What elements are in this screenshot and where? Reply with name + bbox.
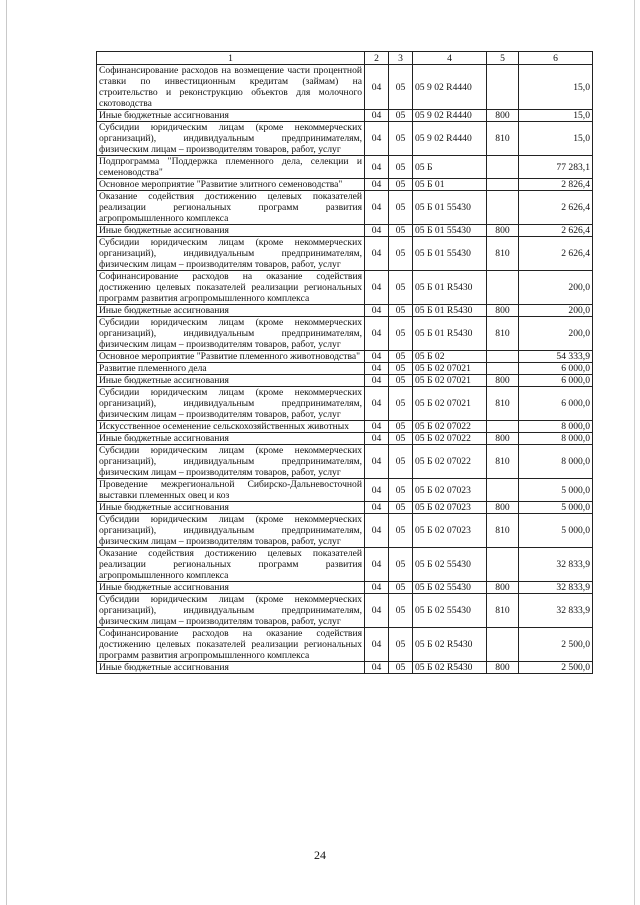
cell-amount: 6 000,0 xyxy=(519,363,593,375)
cell-target-article: 05 Б 02 55430 xyxy=(413,594,487,628)
cell-target-article: 05 Б 01 55430 xyxy=(413,225,487,237)
cell-subsection: 05 xyxy=(389,156,413,179)
table-row xyxy=(97,548,593,582)
cell-name: Субсидии юридическим лицам (кроме некоммерческих организаций), индивидуальным предпринимателям, физическим лицам – производителям товаров, работ, услуг xyxy=(97,445,365,479)
cell-subsection: 05 xyxy=(389,662,413,674)
cell-target-article: 05 Б 02 55430 xyxy=(413,582,487,594)
cell-target-article: 05 9 02 R4440 xyxy=(413,65,487,110)
cell-subsection: 05 xyxy=(389,387,413,421)
cell-name: Иные бюджетные ассигнования xyxy=(97,305,365,317)
cell-expense-type: 810 xyxy=(487,237,519,271)
cell-name: Иные бюджетные ассигнования xyxy=(97,433,365,445)
cell-amount: 5 000,0 xyxy=(519,502,593,514)
cell-name: Субсидии юридическим лицам (кроме некоммерческих организаций), индивидуальным предпринимателям, физическим лицам – производителям товаров, работ, услуг xyxy=(97,122,365,156)
cell-name: Субсидии юридическим лицам (кроме некоммерческих организаций), индивидуальным предпринимателям, физическим лицам – производителям товаров, работ, услуг xyxy=(97,237,365,271)
cell-amount: 6 000,0 xyxy=(519,375,593,387)
cell-subsection: 05 xyxy=(389,479,413,502)
cell-name: Основное мероприятие "Развитие племенного животноводства" xyxy=(97,351,365,363)
cell-section: 04 xyxy=(365,156,389,179)
cell-target-article: 05 Б 01 R5430 xyxy=(413,305,487,317)
table-row xyxy=(97,191,593,225)
cell-name: Иные бюджетные ассигнования xyxy=(97,225,365,237)
cell-name: Иные бюджетные ассигнования xyxy=(97,662,365,674)
cell-subsection: 05 xyxy=(389,351,413,363)
cell-expense-type: 800 xyxy=(487,305,519,317)
cell-subsection: 05 xyxy=(389,582,413,594)
cell-expense-type xyxy=(487,271,519,305)
cell-section: 04 xyxy=(365,363,389,375)
table-header-row xyxy=(97,52,593,65)
header-cell-4: 4 xyxy=(413,52,487,65)
cell-subsection: 05 xyxy=(389,363,413,375)
table-row xyxy=(97,375,593,387)
table-row xyxy=(97,110,593,122)
scan-edge-left xyxy=(6,0,7,905)
table-row xyxy=(97,122,593,156)
cell-name: Софинансирование расходов на оказание содействия достижению целевых показателей реализации региональных программ развития агропромышленного комплекса xyxy=(97,271,365,305)
cell-expense-type: 810 xyxy=(487,514,519,548)
header-cell-2: 2 xyxy=(365,52,389,65)
cell-amount: 5 000,0 xyxy=(519,479,593,502)
cell-target-article: 05 Б 02 07023 xyxy=(413,479,487,502)
cell-expense-type xyxy=(487,628,519,662)
cell-target-article: 05 Б 02 07023 xyxy=(413,514,487,548)
cell-section: 04 xyxy=(365,387,389,421)
cell-section: 04 xyxy=(365,122,389,156)
cell-subsection: 05 xyxy=(389,502,413,514)
cell-amount: 2 626,4 xyxy=(519,237,593,271)
cell-target-article: 05 Б 01 xyxy=(413,179,487,191)
cell-expense-type xyxy=(487,191,519,225)
table-row xyxy=(97,65,593,110)
cell-name: Софинансирование расходов на оказание содействия достижению целевых показателей реализации региональных программ развития агропромышленного комплекса xyxy=(97,628,365,662)
cell-subsection: 05 xyxy=(389,65,413,110)
cell-target-article: 05 Б xyxy=(413,156,487,179)
table-row xyxy=(97,421,593,433)
table-row xyxy=(97,351,593,363)
cell-target-article: 05 Б 02 07022 xyxy=(413,433,487,445)
table-row xyxy=(97,317,593,351)
cell-amount: 2 626,4 xyxy=(519,225,593,237)
cell-name: Иные бюджетные ассигнования xyxy=(97,502,365,514)
cell-section: 04 xyxy=(365,191,389,225)
cell-amount: 2 626,4 xyxy=(519,191,593,225)
cell-expense-type: 800 xyxy=(487,110,519,122)
cell-expense-type xyxy=(487,548,519,582)
cell-subsection: 05 xyxy=(389,110,413,122)
cell-subsection: 05 xyxy=(389,628,413,662)
cell-section: 04 xyxy=(365,421,389,433)
cell-subsection: 05 xyxy=(389,179,413,191)
table-row xyxy=(97,305,593,317)
header-cell-3: 3 xyxy=(389,52,413,65)
cell-target-article: 05 9 02 R4440 xyxy=(413,122,487,156)
cell-amount: 6 000,0 xyxy=(519,387,593,421)
cell-target-article: 05 Б 02 R5430 xyxy=(413,628,487,662)
cell-subsection: 05 xyxy=(389,191,413,225)
cell-expense-type: 810 xyxy=(487,317,519,351)
cell-target-article: 05 Б 02 R5430 xyxy=(413,662,487,674)
budget-table-body xyxy=(97,52,593,674)
cell-section: 04 xyxy=(365,305,389,317)
cell-expense-type: 800 xyxy=(487,582,519,594)
cell-target-article: 05 Б 01 R5430 xyxy=(413,317,487,351)
cell-expense-type xyxy=(487,179,519,191)
cell-target-article: 05 Б 02 07021 xyxy=(413,375,487,387)
cell-name: Развитие племенного дела xyxy=(97,363,365,375)
table-row xyxy=(97,514,593,548)
header-cell-5: 5 xyxy=(487,52,519,65)
cell-expense-type: 810 xyxy=(487,387,519,421)
cell-amount: 54 333,9 xyxy=(519,351,593,363)
cell-name: Проведение межрегиональной Сибирско-Дальневосточной выставки племенных овец и коз xyxy=(97,479,365,502)
cell-section: 04 xyxy=(365,375,389,387)
cell-expense-type xyxy=(487,156,519,179)
table-row xyxy=(97,179,593,191)
table-row xyxy=(97,387,593,421)
cell-name: Софинансирование расходов на возмещение части процентной ставки по инвестиционным кредитам (займам) на строительство и реконструкцию объектов для молочного скотоводства xyxy=(97,65,365,110)
cell-subsection: 05 xyxy=(389,237,413,271)
cell-expense-type: 800 xyxy=(487,662,519,674)
cell-expense-type: 800 xyxy=(487,225,519,237)
cell-target-article: 05 Б 02 07022 xyxy=(413,445,487,479)
cell-subsection: 05 xyxy=(389,594,413,628)
cell-section: 04 xyxy=(365,514,389,548)
cell-amount: 8 000,0 xyxy=(519,445,593,479)
cell-target-article: 05 Б 02 07023 xyxy=(413,502,487,514)
table-row xyxy=(97,156,593,179)
cell-name: Иные бюджетные ассигнования xyxy=(97,582,365,594)
cell-amount: 5 000,0 xyxy=(519,514,593,548)
cell-section: 04 xyxy=(365,433,389,445)
cell-target-article: 05 Б 02 07021 xyxy=(413,363,487,375)
cell-target-article: 05 9 02 R4440 xyxy=(413,110,487,122)
cell-section: 04 xyxy=(365,110,389,122)
cell-amount: 15,0 xyxy=(519,122,593,156)
table-row xyxy=(97,594,593,628)
budget-table xyxy=(96,51,593,674)
cell-expense-type xyxy=(487,363,519,375)
cell-section: 04 xyxy=(365,445,389,479)
cell-expense-type: 810 xyxy=(487,594,519,628)
scan-edge-right xyxy=(634,0,635,905)
cell-amount: 200,0 xyxy=(519,305,593,317)
cell-name: Субсидии юридическим лицам (кроме некоммерческих организаций), индивидуальным предпринимателям, физическим лицам – производителям товаров, работ, услуг xyxy=(97,317,365,351)
cell-name: Иные бюджетные ассигнования xyxy=(97,375,365,387)
cell-amount: 200,0 xyxy=(519,317,593,351)
cell-expense-type: 800 xyxy=(487,433,519,445)
cell-section: 04 xyxy=(365,179,389,191)
cell-amount: 8 000,0 xyxy=(519,421,593,433)
cell-target-article: 05 Б 02 xyxy=(413,351,487,363)
cell-amount: 77 283,1 xyxy=(519,156,593,179)
table-row xyxy=(97,433,593,445)
cell-amount: 15,0 xyxy=(519,65,593,110)
cell-expense-type xyxy=(487,479,519,502)
cell-expense-type: 800 xyxy=(487,502,519,514)
cell-section: 04 xyxy=(365,271,389,305)
cell-amount: 8 000,0 xyxy=(519,433,593,445)
cell-subsection: 05 xyxy=(389,317,413,351)
cell-expense-type: 810 xyxy=(487,445,519,479)
cell-section: 04 xyxy=(365,479,389,502)
cell-section: 04 xyxy=(365,317,389,351)
cell-amount: 2 500,0 xyxy=(519,628,593,662)
table-row xyxy=(97,237,593,271)
cell-amount: 2 826,4 xyxy=(519,179,593,191)
cell-name: Субсидии юридическим лицам (кроме некоммерческих организаций), индивидуальным предпринимателям, физическим лицам – производителям товаров, работ, услуг xyxy=(97,387,365,421)
cell-subsection: 05 xyxy=(389,445,413,479)
cell-target-article: 05 Б 02 55430 xyxy=(413,548,487,582)
cell-amount: 2 500,0 xyxy=(519,662,593,674)
cell-name: Субсидии юридическим лицам (кроме некоммерческих организаций), индивидуальным предпринимателям, физическим лицам – производителям товаров, работ, услуг xyxy=(97,594,365,628)
cell-name: Основное мероприятие "Развитие элитного семеноводства" xyxy=(97,179,365,191)
cell-expense-type xyxy=(487,351,519,363)
cell-name: Искусственное осеменение сельскохозяйственных животных xyxy=(97,421,365,433)
cell-expense-type xyxy=(487,421,519,433)
cell-amount: 15,0 xyxy=(519,110,593,122)
cell-target-article: 05 Б 01 55430 xyxy=(413,191,487,225)
cell-section: 04 xyxy=(365,594,389,628)
cell-name: Оказание содействия достижению целевых показателей реализации региональных программ развития агропромышленного комплекса xyxy=(97,191,365,225)
cell-name: Подпрограмма "Поддержка племенного дела, селекции и семеноводства" xyxy=(97,156,365,179)
cell-section: 04 xyxy=(365,628,389,662)
header-cell-1: 1 xyxy=(97,52,365,65)
table-row xyxy=(97,502,593,514)
cell-section: 04 xyxy=(365,502,389,514)
cell-expense-type: 810 xyxy=(487,122,519,156)
cell-subsection: 05 xyxy=(389,514,413,548)
cell-section: 04 xyxy=(365,225,389,237)
header-cell-6: 6 xyxy=(519,52,593,65)
cell-name: Оказание содействия достижению целевых показателей реализации региональных программ развития агропромышленного комплекса xyxy=(97,548,365,582)
cell-target-article: 05 Б 01 55430 xyxy=(413,237,487,271)
cell-subsection: 05 xyxy=(389,271,413,305)
cell-subsection: 05 xyxy=(389,548,413,582)
cell-section: 04 xyxy=(365,548,389,582)
table-row xyxy=(97,582,593,594)
table-row xyxy=(97,271,593,305)
cell-target-article: 05 Б 02 07021 xyxy=(413,387,487,421)
table-row xyxy=(97,479,593,502)
cell-name: Иные бюджетные ассигнования xyxy=(97,110,365,122)
cell-subsection: 05 xyxy=(389,421,413,433)
cell-amount: 32 833,9 xyxy=(519,594,593,628)
table-row xyxy=(97,628,593,662)
cell-amount: 32 833,9 xyxy=(519,582,593,594)
cell-subsection: 05 xyxy=(389,122,413,156)
cell-name: Субсидии юридическим лицам (кроме некоммерческих организаций), индивидуальным предпринимателям, физическим лицам – производителям товаров, работ, услуг xyxy=(97,514,365,548)
page-number: 24 xyxy=(314,848,326,862)
cell-subsection: 05 xyxy=(389,375,413,387)
cell-amount: 32 833,9 xyxy=(519,548,593,582)
table-row xyxy=(97,662,593,674)
cell-target-article: 05 Б 01 R5430 xyxy=(413,271,487,305)
cell-section: 04 xyxy=(365,237,389,271)
cell-expense-type xyxy=(487,65,519,110)
cell-section: 04 xyxy=(365,65,389,110)
cell-expense-type: 800 xyxy=(487,375,519,387)
cell-section: 04 xyxy=(365,582,389,594)
cell-section: 04 xyxy=(365,351,389,363)
table-row xyxy=(97,363,593,375)
cell-section: 04 xyxy=(365,662,389,674)
table-row xyxy=(97,225,593,237)
table-row xyxy=(97,445,593,479)
cell-subsection: 05 xyxy=(389,225,413,237)
cell-subsection: 05 xyxy=(389,305,413,317)
cell-amount: 200,0 xyxy=(519,271,593,305)
cell-subsection: 05 xyxy=(389,433,413,445)
cell-target-article: 05 Б 02 07022 xyxy=(413,421,487,433)
